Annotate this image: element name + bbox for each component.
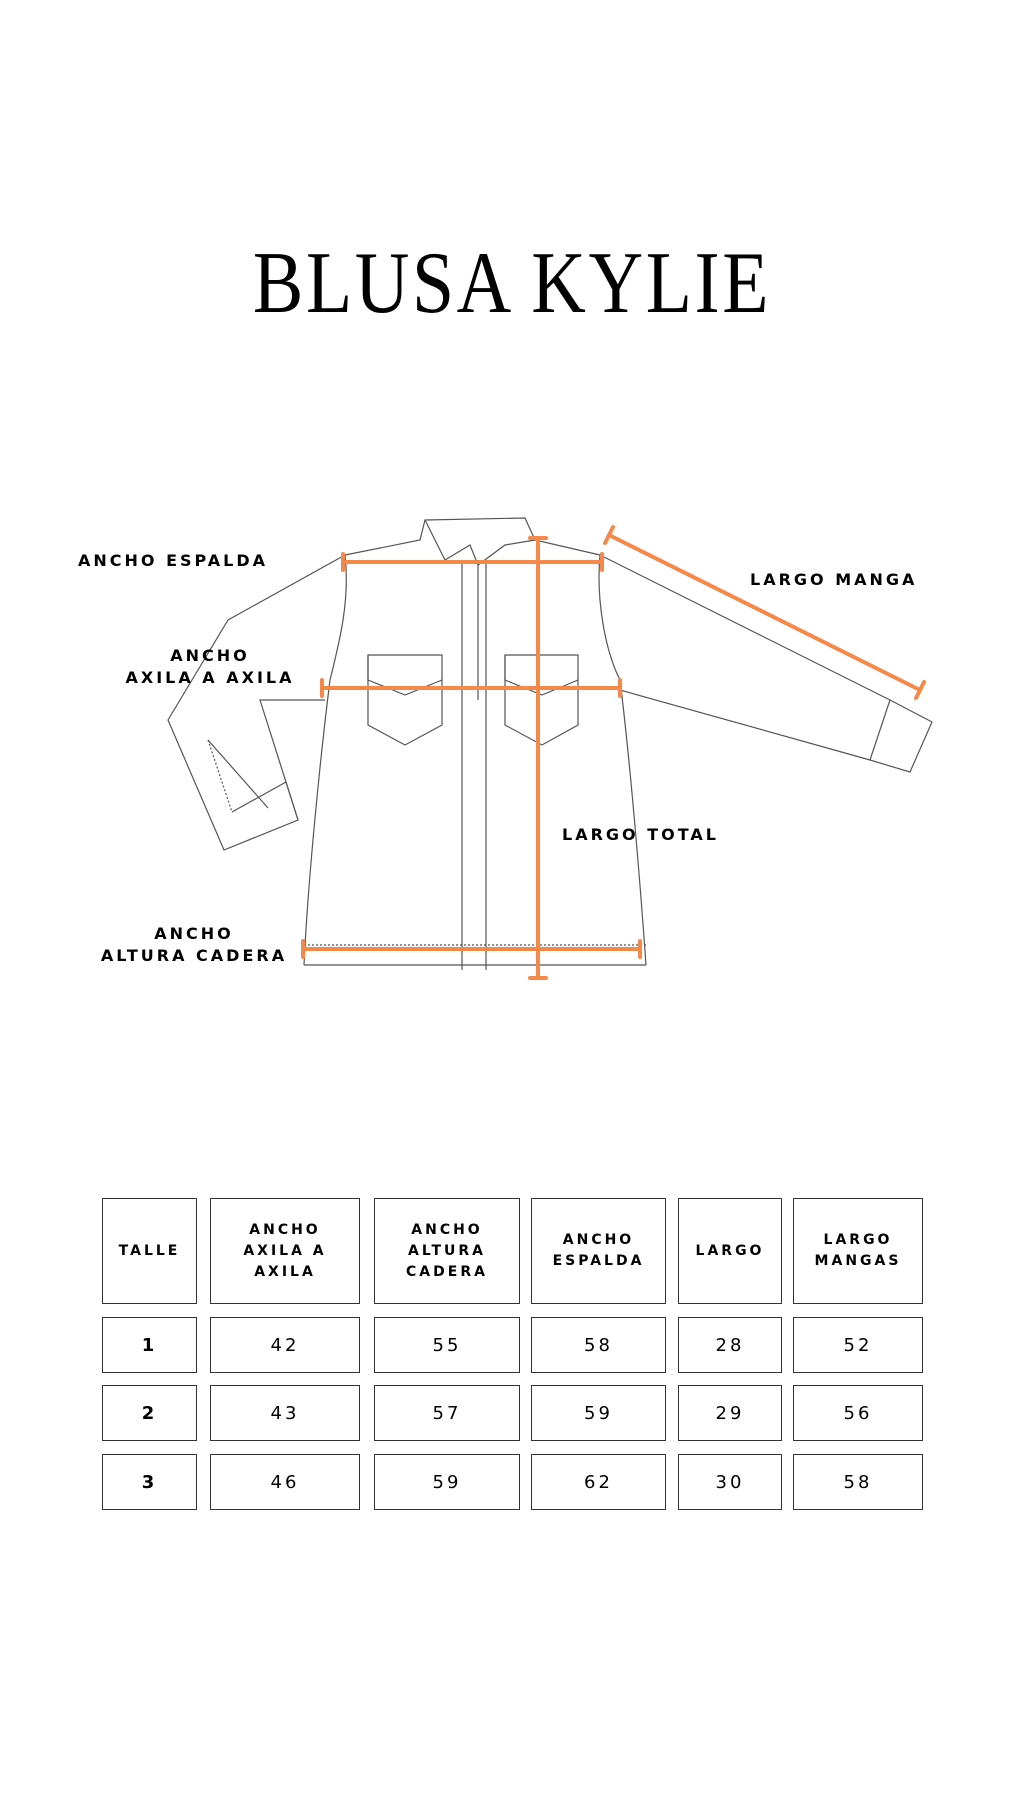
label-ancho-cadera: ANCHO ALTURA CADERA bbox=[100, 924, 288, 965]
table-cell: 52 bbox=[793, 1317, 923, 1373]
header-line: AXILA A bbox=[243, 1242, 327, 1259]
header-line: ANCHO bbox=[411, 1221, 483, 1238]
size-label-cell: 3 bbox=[102, 1454, 197, 1510]
header-line: LARGO bbox=[695, 1242, 765, 1259]
table-header-cell bbox=[102, 1198, 197, 1304]
measurement-lines bbox=[303, 527, 924, 978]
header-line: CADERA bbox=[406, 1263, 488, 1280]
header-line: ESPALDA bbox=[552, 1253, 645, 1269]
table-cell: 58 bbox=[531, 1317, 666, 1373]
table-cell: 29 bbox=[678, 1385, 782, 1441]
header-line: ANCHO bbox=[249, 1221, 321, 1238]
table-header-cell bbox=[210, 1198, 360, 1304]
label-largo-total: LARGO TOTAL bbox=[562, 825, 719, 844]
header-line: TALLE bbox=[118, 1242, 181, 1259]
table-cell: 56 bbox=[793, 1385, 923, 1441]
table-cell: 59 bbox=[531, 1385, 666, 1441]
table-cell: 28 bbox=[678, 1317, 782, 1373]
table-header-cell bbox=[793, 1198, 923, 1304]
table-cell: 55 bbox=[374, 1317, 520, 1373]
label-ancho-espalda: ANCHO ESPALDA bbox=[78, 551, 269, 570]
table-cell: 62 bbox=[531, 1454, 666, 1510]
header-line: MANGAS bbox=[814, 1253, 902, 1269]
size-label-cell: 2 bbox=[102, 1385, 197, 1441]
header-line: ANCHO bbox=[562, 1232, 635, 1248]
header-line: LARGO bbox=[823, 1232, 893, 1248]
table-cell: 58 bbox=[793, 1454, 923, 1510]
table-cell: 42 bbox=[210, 1317, 360, 1373]
table-cell: 59 bbox=[374, 1454, 520, 1510]
size-label-cell: 1 bbox=[102, 1317, 197, 1373]
table-cell: 46 bbox=[210, 1454, 360, 1510]
label-ancho-axila: ANCHO AXILA A AXILA bbox=[125, 646, 295, 687]
label-largo-manga: LARGO MANGA bbox=[750, 570, 918, 589]
table-header-cell bbox=[531, 1198, 666, 1304]
table-cell: 57 bbox=[374, 1385, 520, 1441]
table-header-cell bbox=[678, 1198, 782, 1304]
table-cell: 30 bbox=[678, 1454, 782, 1510]
header-line: AXILA bbox=[254, 1263, 316, 1280]
table-header-cell bbox=[374, 1198, 520, 1304]
header-line: ALTURA bbox=[408, 1242, 486, 1259]
table-cell: 43 bbox=[210, 1385, 360, 1441]
page-title: BLUSA KYLIE bbox=[252, 235, 772, 332]
